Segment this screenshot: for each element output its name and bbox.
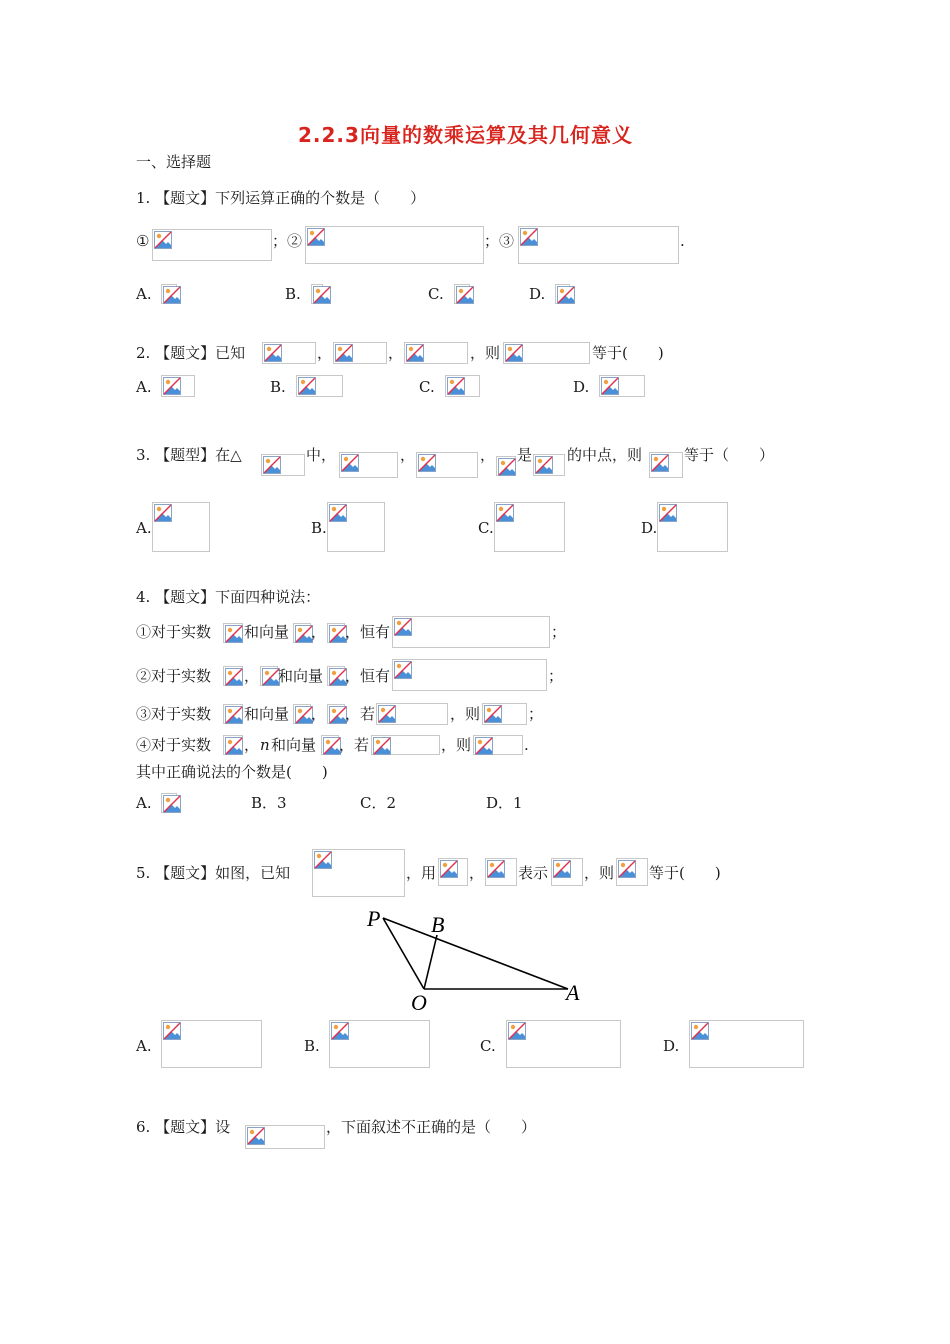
q4-line4-text-1: ④对于实数 [136, 736, 212, 754]
q5-image-1 [312, 849, 405, 897]
q3-text-1: 3. 【题型】在△ [136, 446, 242, 464]
q4-line2-text-4: ，恒有 [345, 667, 391, 685]
q3-image-1 [261, 454, 305, 476]
q4-line1-image-4 [392, 616, 550, 648]
q4-line4-image-1 [223, 735, 243, 755]
q5-text-3: ， [469, 864, 485, 882]
q1-option-c[interactable]: C. [428, 285, 444, 303]
broken-image-icon [341, 454, 359, 472]
q4-line4-text-4: ，若 [339, 736, 370, 754]
q4-line3-image-2 [293, 704, 311, 724]
q3-image-4 [496, 456, 516, 476]
broken-image-icon [535, 456, 553, 474]
q4-line1-text-1: ①对于实数 [136, 623, 212, 641]
q3-text-3: ， [400, 446, 416, 464]
q5-text-4: 表示 [518, 864, 549, 882]
broken-image-icon [154, 231, 172, 249]
broken-image-icon [447, 377, 465, 395]
broken-image-icon [225, 625, 243, 643]
q2-image-2 [333, 342, 387, 364]
q5-option-d[interactable]: D. [663, 1037, 680, 1055]
broken-image-icon [225, 706, 243, 724]
q3-option-b-image [327, 502, 385, 552]
q2-text-3: ， [388, 344, 404, 362]
broken-image-icon [307, 228, 325, 246]
q3-option-d-image [657, 502, 728, 552]
q4-option-a[interactable]: A. [136, 794, 152, 812]
broken-image-icon [440, 860, 458, 878]
q5-text-1: 5. 【题文】如图，已知 [136, 864, 291, 882]
q2-option-c-image [445, 375, 480, 397]
broken-image-icon [394, 661, 412, 679]
q5-option-d-image [689, 1020, 804, 1068]
broken-image-icon [298, 377, 316, 395]
q2-option-d[interactable]: D. [573, 378, 590, 396]
q3-image-5 [533, 454, 565, 476]
q1-formula-3-image [518, 226, 679, 264]
broken-image-icon [651, 454, 669, 472]
q3-option-a[interactable]: A. [136, 519, 152, 537]
q3-image-3 [416, 452, 478, 478]
broken-image-icon [498, 458, 516, 476]
q4-option-d[interactable]: D．1 [486, 794, 523, 812]
q4-line1-image-2 [293, 623, 311, 643]
broken-image-icon [264, 344, 282, 362]
broken-image-icon [329, 504, 347, 522]
broken-image-icon [418, 454, 436, 472]
broken-image-icon [553, 860, 571, 878]
q4-line1-text-3: ， [311, 623, 327, 641]
q4-line1-text-4: ，恒有 [345, 623, 391, 641]
q4-line2-image-1 [223, 666, 243, 686]
broken-image-icon [691, 1022, 709, 1040]
q4-line4-text-3: 和向量 [271, 736, 317, 754]
broken-image-icon [394, 618, 412, 636]
q3-text-4: ， [480, 446, 496, 464]
q4-line3-text-6: ； [528, 705, 544, 723]
q5-option-b[interactable]: B. [304, 1037, 320, 1055]
q4-line3-image-5 [482, 703, 527, 725]
q6-text-1: 6. 【题文】设 [136, 1118, 231, 1136]
q2-image-1 [262, 342, 316, 364]
q1-formula-1-image [152, 229, 272, 261]
q5-option-b-image [329, 1020, 430, 1068]
q5-image-4 [551, 858, 583, 886]
q4-line3-text-5: ，则 [450, 705, 481, 723]
q4-line2-text-3: 和向量 [278, 667, 324, 685]
q4-line4-image-2 [321, 735, 339, 755]
figure-label-p: P [367, 906, 381, 931]
q5-text-2: ，用 [406, 864, 437, 882]
q1-formula-2-image [305, 226, 484, 264]
broken-image-icon [163, 795, 181, 813]
q1-option-a-image [161, 284, 177, 304]
q2-option-a-image [161, 375, 195, 397]
q4-ask: 其中正确说法的个数是( ) [136, 763, 328, 781]
q4-line2-image-2 [260, 666, 278, 686]
q4-line2-image-4 [392, 659, 547, 691]
broken-image-icon [335, 344, 353, 362]
q6-text-2: ，下面叙述不正确的是（ ） [326, 1118, 537, 1136]
q4-line3-image-4 [376, 703, 448, 725]
broken-image-icon [263, 456, 281, 474]
broken-image-icon [487, 860, 505, 878]
q2-text-4: ，则 [470, 344, 501, 362]
question-1-stem: 1. 【题文】下列运算正确的个数是（ ） [136, 189, 426, 207]
q3-text-2: 中， [306, 446, 337, 464]
q5-option-a[interactable]: A. [136, 1037, 152, 1055]
q6-image-1 [245, 1125, 325, 1149]
q1-option-d[interactable]: D. [529, 285, 546, 303]
q5-image-2 [438, 858, 468, 886]
broken-image-icon [659, 504, 677, 522]
q4-line3-text-3: ， [311, 705, 327, 723]
q2-image-4 [503, 342, 590, 364]
page-title: 2.2.3向量的数乘运算及其几何意义 [298, 123, 633, 147]
q2-text-5: 等于( ) [592, 344, 664, 362]
broken-image-icon [505, 344, 523, 362]
q4-line2-image-3 [327, 666, 345, 686]
q4-line3-text-4: ，若 [345, 705, 376, 723]
q4-line2-text-1: ②对于实数 [136, 667, 212, 685]
broken-image-icon [508, 1022, 526, 1040]
q4-line2-text-5: ； [548, 667, 564, 685]
q3-option-b[interactable]: B. [311, 519, 327, 537]
q2-option-b[interactable]: B. [270, 378, 286, 396]
q4-line3-text-1: ③对于实数 [136, 705, 212, 723]
q4-line4-text-6: . [524, 736, 529, 754]
figure-label-b: B [431, 912, 445, 937]
q1-option-c-image [454, 284, 470, 304]
broken-image-icon [313, 286, 331, 304]
broken-image-icon [475, 737, 493, 755]
q5-image-5 [616, 858, 648, 886]
q5-option-a-image [161, 1020, 262, 1068]
broken-image-icon [378, 705, 396, 723]
figure-label-o: O [411, 990, 427, 1015]
q1-mark-3: ；③ [484, 232, 515, 250]
q1-option-b[interactable]: B. [285, 285, 301, 303]
q4-line2-text-2: ， [244, 667, 260, 685]
q3-option-c-image [494, 502, 565, 552]
q4-option-c[interactable]: C．2 [360, 794, 397, 812]
q2-image-3 [404, 342, 468, 364]
q4-line1-image-1 [223, 623, 243, 643]
broken-image-icon [406, 344, 424, 362]
q2-option-c[interactable]: C. [419, 378, 435, 396]
q3-text-7: 等于（ ） [684, 446, 775, 464]
q1-option-a[interactable]: A. [136, 285, 152, 303]
broken-image-icon [456, 286, 474, 304]
q4-line4-variable-n: n [260, 736, 270, 754]
q2-option-b-image [296, 375, 343, 397]
q4-option-b[interactable]: B．3 [251, 794, 287, 812]
q5-option-c[interactable]: C. [480, 1037, 496, 1055]
broken-image-icon [225, 668, 243, 686]
broken-image-icon [557, 286, 575, 304]
broken-image-icon [163, 377, 181, 395]
q4-option-a-image [161, 793, 177, 813]
q5-text-6: 等于( ) [649, 864, 721, 882]
q1-option-d-image [555, 284, 570, 304]
q4-line1-text-5: ； [551, 623, 567, 641]
q1-mark-2: ；② [272, 232, 303, 250]
broken-image-icon [154, 504, 172, 522]
q3-option-d[interactable]: D. [641, 519, 658, 537]
q2-text-1: 2. 【题文】已知 [136, 344, 246, 362]
q3-text-6: 的中点，则 [567, 446, 643, 464]
q4-line4-text-2: ， [244, 736, 260, 754]
q4-line3-image-1 [223, 704, 243, 724]
broken-image-icon [331, 1022, 349, 1040]
q5-text-5: ，则 [584, 864, 615, 882]
broken-image-icon [618, 860, 636, 878]
q4-line4-image-4 [473, 735, 523, 755]
q4-line1-image-3 [327, 623, 345, 643]
q5-option-c-image [506, 1020, 621, 1068]
broken-image-icon [496, 504, 514, 522]
q3-option-c[interactable]: C. [478, 519, 494, 537]
q4-line1-text-2: 和向量 [244, 623, 290, 641]
q3-image-2 [339, 452, 398, 478]
q2-option-d-image [599, 375, 645, 397]
q2-text-2: ， [317, 344, 333, 362]
q3-image-6 [649, 452, 683, 478]
broken-image-icon [484, 705, 502, 723]
q2-option-a[interactable]: A. [136, 378, 152, 396]
q1-mark-1: ① [136, 232, 150, 250]
broken-image-icon [601, 377, 619, 395]
q5-image-3 [485, 858, 517, 886]
q4-line4-text-5: ，则 [441, 736, 472, 754]
q4-line4-image-3 [371, 735, 440, 755]
broken-image-icon [163, 1022, 181, 1040]
broken-image-icon [373, 737, 391, 755]
broken-image-icon [247, 1127, 265, 1145]
broken-image-icon [314, 851, 332, 869]
broken-image-icon [520, 228, 538, 246]
q4-line3-text-2: 和向量 [244, 705, 290, 723]
q1-mark-end: . [680, 232, 685, 250]
q1-option-b-image [311, 284, 323, 304]
broken-image-icon [163, 286, 181, 304]
figure-label-a: A [566, 980, 580, 1005]
q3-option-a-image [152, 502, 210, 552]
q4-line3-image-3 [327, 704, 345, 724]
broken-image-icon [225, 737, 243, 755]
q3-text-5: 是 [517, 446, 533, 464]
question-4-stem: 4. 【题文】下面四种说法： [136, 588, 321, 606]
section-heading: 一、选择题 [136, 153, 212, 171]
